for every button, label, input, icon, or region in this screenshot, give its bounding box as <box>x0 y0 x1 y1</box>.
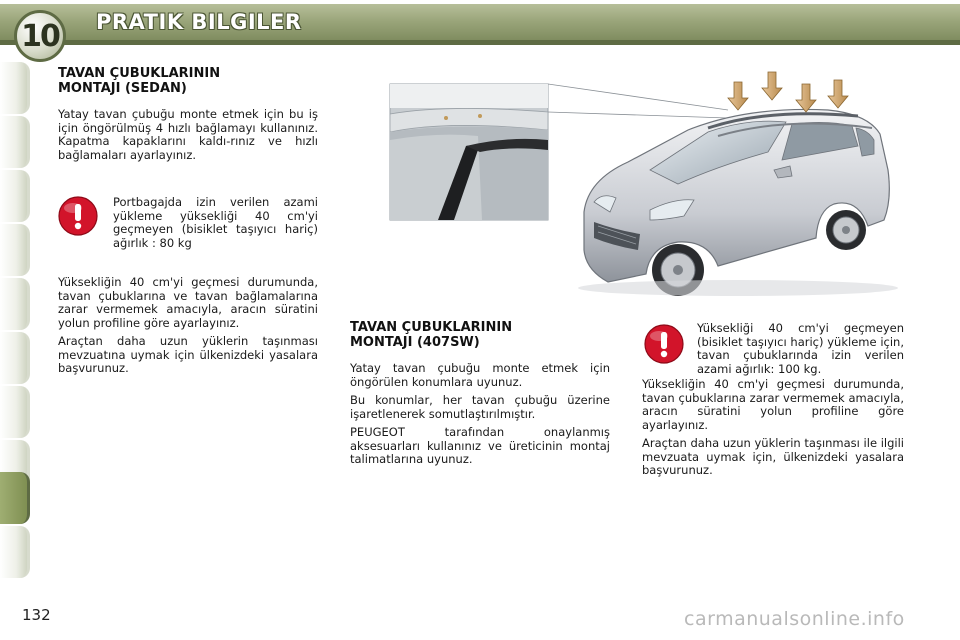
arrow-down-icon <box>762 72 782 100</box>
section-sw-marks: Bu konumlar, her tavan çubuğu üzerine işaretlenerek somutlaştırılmıştır. <box>350 393 610 421</box>
section-sedan-intro: Yatay tavan çubuğu monte etmek için bu iş için öngörülmüş 4 hızlı bağlamayı kullanınız. Kapatma kapaklarını kaldı-rınız ve hızlı bağlamaları ayarlayınız. <box>58 107 318 162</box>
chapter-side-tabs <box>0 62 34 582</box>
side-tab-3[interactable] <box>0 170 30 222</box>
section-sw-title-line2: MONTAJI (407SW) <box>350 335 480 350</box>
section-sedan <box>58 66 318 167</box>
sedan-warning-box <box>58 196 320 250</box>
section-sw-body <box>642 378 904 483</box>
car-illustration <box>578 109 898 296</box>
watermark: carmanualsonline.info <box>684 608 905 630</box>
sw-warning-text: Yüksekliği 40 cm'yi geçmeyen (bisiklet taşıyıcı hariç) yükleme için, tavan çubuklarında izin verilen azami ağırlık: 100 kg. <box>697 321 904 376</box>
sw-warning-box <box>644 322 904 376</box>
sedan-warning-text: Portbagajda izin verilen azami yükleme yüksekliği 40 cm'yi geçmeyen (bisiklet taşıyıcı hariç) ağırlık : 80 kg <box>113 195 318 250</box>
side-tab-5[interactable] <box>0 278 30 330</box>
warning-exclamation-icon <box>58 196 98 236</box>
page-number: 132 <box>22 606 51 624</box>
sw-long-loads-paragraph: Araçtan daha uzun yüklerin taşınması ile ilgili mevzuata uymak için, ülkenizdeki yasalara başvurunuz. <box>642 436 904 477</box>
section-407sw <box>350 320 610 472</box>
section-sw-intro: Yatay tavan çubuğu monte etmek için öngörülen konumlara uyunuz. <box>350 361 610 389</box>
section-sedan-body <box>58 276 318 381</box>
chapter-title: PRATIK BILGILER <box>96 10 302 34</box>
side-tab-4[interactable] <box>0 224 30 276</box>
sedan-height-paragraph: Yüksekliğin 40 cm'yi geçmesi durumunda, tavan çubuklarına ve tavan bağlamalarına zarar vermemek amacıyla, aracın süratini yolun profiline göre ayarlayınız. <box>58 275 318 330</box>
arrow-down-icon <box>728 82 748 110</box>
section-sedan-title-line1: TAVAN ÇUBUKLARININ <box>58 66 221 81</box>
side-tab-2[interactable] <box>0 116 30 168</box>
side-tab-7[interactable] <box>0 386 30 438</box>
section-sw-title-line1: TAVAN ÇUBUKLARININ <box>350 320 513 335</box>
arrow-down-icon <box>828 80 848 108</box>
arrow-down-icon <box>796 84 816 112</box>
sw-height-paragraph: Yüksekliğin 40 cm'yi geçmesi durumunda, tavan çubuklarına zarar vermemek amacıyla, aracın süratini yolun profiline göre ayarlayınız. <box>642 377 904 432</box>
section-sedan-title-line2: MONTAJI (SEDAN) <box>58 81 187 96</box>
header-bar-shadow <box>0 40 960 45</box>
page-header <box>0 0 960 54</box>
warning-exclamation-icon <box>644 324 684 364</box>
section-sw-peugeot: PEUGEOT tarafından onaylanmış aksesuarları kullanınız ve üreticinin montaj talimatlarına uyunuz. <box>350 425 610 466</box>
chapter-number-badge: 10 <box>14 10 66 62</box>
side-tab-9[interactable] <box>0 526 30 578</box>
side-tab-1[interactable] <box>0 62 30 114</box>
roof-bars-illustration <box>388 70 908 300</box>
side-tab-6[interactable] <box>0 332 30 384</box>
roof-bar-position-arrows <box>728 72 848 112</box>
sedan-long-loads-paragraph: Araçtan daha uzun yüklerin taşınması mevzuatına uymak için ülkenizdeki yasalara başvurunuz. <box>58 334 318 375</box>
side-tab-active-chapter[interactable] <box>0 472 30 524</box>
roof-rail-detail-inset <box>390 84 548 220</box>
